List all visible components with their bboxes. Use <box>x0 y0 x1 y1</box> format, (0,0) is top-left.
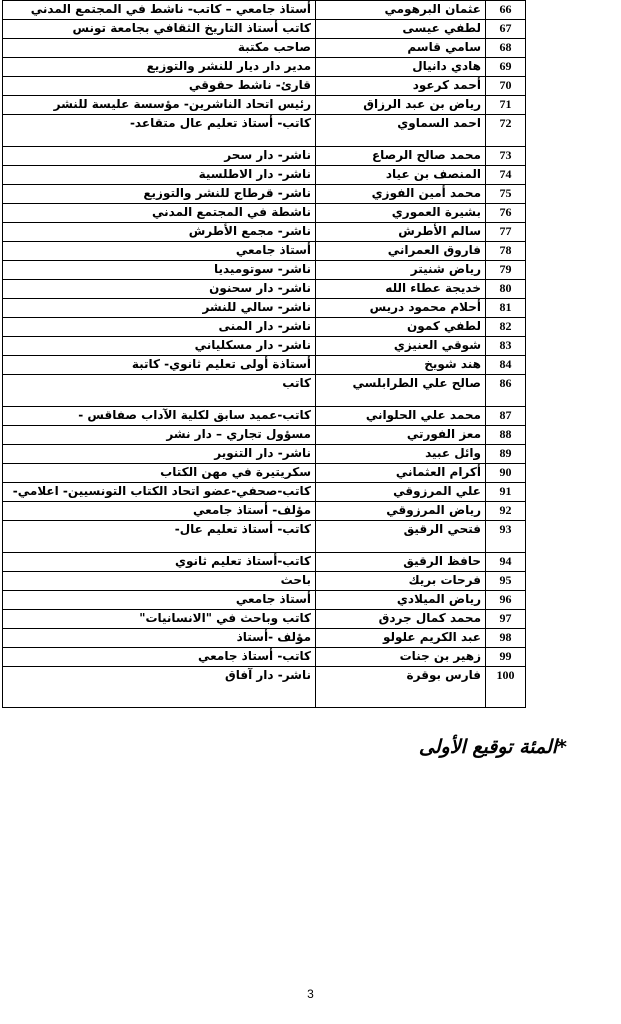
signatory-name: رياض المرزوقي <box>316 502 486 521</box>
table-row <box>3 58 526 77</box>
table-row <box>3 20 526 39</box>
table-row <box>3 299 526 318</box>
table-row <box>3 464 526 483</box>
table-row <box>3 648 526 667</box>
signatory-name: لطفي كمون <box>316 318 486 337</box>
signatory-name: المنصف بن عياد <box>316 166 486 185</box>
row-number: 66 <box>486 1 526 20</box>
row-number: 95 <box>486 572 526 591</box>
signatory-role: كاتب- أستاذ جامعي <box>3 648 316 667</box>
table-row <box>3 572 526 591</box>
row-number: 82 <box>486 318 526 337</box>
row-number: 67 <box>486 20 526 39</box>
signatory-role: ناشر- سوتوميديا <box>3 261 316 280</box>
row-number: 93 <box>486 521 526 553</box>
signatory-role: كاتب- أستاذ تعليم عال- <box>3 521 316 553</box>
signatory-name: محمد علي الحلواني <box>316 407 486 426</box>
signatory-name: عبد الكريم علولو <box>316 629 486 648</box>
row-number: 88 <box>486 426 526 445</box>
row-number: 70 <box>486 77 526 96</box>
row-number: 99 <box>486 648 526 667</box>
signatory-role: أستاذ جامعي <box>3 242 316 261</box>
table-row <box>3 280 526 299</box>
signatory-role: ناشر- دار المنى <box>3 318 316 337</box>
signatory-name: هادي دانيال <box>316 58 486 77</box>
table-row <box>3 166 526 185</box>
signatory-name: سالم الأطرش <box>316 223 486 242</box>
signatory-role: مؤلف -أستاذ <box>3 629 316 648</box>
signatory-name: فتحي الرقيق <box>316 521 486 553</box>
table-row <box>3 553 526 572</box>
signatory-role: أستاذ جامعي <box>3 591 316 610</box>
signatory-name: زهير بن جنات <box>316 648 486 667</box>
signatory-name: حافظ الرقيق <box>316 553 486 572</box>
signatory-role: كاتب-صحفي-عضو اتحاد الكتاب التونسيين- اعلامي- <box>3 483 316 502</box>
table-row <box>3 445 526 464</box>
signatory-role: سكريتيرة في مهن الكتاب <box>3 464 316 483</box>
table-row <box>3 1 526 20</box>
row-number: 72 <box>486 115 526 147</box>
row-number: 69 <box>486 58 526 77</box>
row-number: 86 <box>486 375 526 407</box>
row-number: 68 <box>486 39 526 58</box>
row-number: 76 <box>486 204 526 223</box>
signatory-name: أحمد كرعود <box>316 77 486 96</box>
row-number: 83 <box>486 337 526 356</box>
table-row <box>3 204 526 223</box>
signatory-role: ناشر- دار سحر <box>3 147 316 166</box>
signatory-role: ناشطة في المجتمع المدني <box>3 204 316 223</box>
table-row <box>3 667 526 708</box>
row-number: 96 <box>486 591 526 610</box>
signatory-name: علي المرزوقي <box>316 483 486 502</box>
signatory-role: كاتب وباحث في "الانسانيات" <box>3 610 316 629</box>
signatory-name: فارس بوقرة <box>316 667 486 708</box>
signatory-role: كاتب-عميد سابق لكلية الآداب صفاقس - <box>3 407 316 426</box>
signatory-role: كاتب-أستاذ تعليم ثانوي <box>3 553 316 572</box>
table-row <box>3 502 526 521</box>
table-row <box>3 610 526 629</box>
row-number: 100 <box>486 667 526 708</box>
caption-first-hundred-signatures: *المئة توقيع الأولى <box>418 736 567 758</box>
signatory-role: ناشر- مجمع الأطرش <box>3 223 316 242</box>
signatory-role: قارئ- ناشط حقوقي <box>3 77 316 96</box>
table-row <box>3 521 526 553</box>
table-row <box>3 77 526 96</box>
table-row <box>3 115 526 147</box>
signatory-role: كاتب <box>3 375 316 407</box>
signatories-table-body <box>3 1 526 708</box>
signatory-role: مسؤول تجاري – دار نشر <box>3 426 316 445</box>
table-row <box>3 318 526 337</box>
table-row <box>3 407 526 426</box>
row-number: 90 <box>486 464 526 483</box>
table-row <box>3 483 526 502</box>
signatory-name: بشيرة العموري <box>316 204 486 223</box>
row-number: 91 <box>486 483 526 502</box>
signatory-role: رئيس اتحاد الناشرين- مؤسسة عليسة للنشر <box>3 96 316 115</box>
row-number: 81 <box>486 299 526 318</box>
table-row <box>3 96 526 115</box>
signatory-role: باحث <box>3 572 316 591</box>
row-number: 92 <box>486 502 526 521</box>
signatory-name: فرحات بريك <box>316 572 486 591</box>
row-number: 71 <box>486 96 526 115</box>
row-number: 89 <box>486 445 526 464</box>
signatory-role: مدير دار ديار للنشر والتوزيع <box>3 58 316 77</box>
signatory-name: محمد أمين الفوزي <box>316 185 486 204</box>
signatory-role: مؤلف- أستاذ جامعي <box>3 502 316 521</box>
signatory-role: كاتب أستاذ التاريخ الثقافي بجامعة تونس <box>3 20 316 39</box>
signatory-role: ناشر- قرطاج للنشر والتوزيع <box>3 185 316 204</box>
signatory-name: هند شويخ <box>316 356 486 375</box>
row-number: 97 <box>486 610 526 629</box>
row-number: 98 <box>486 629 526 648</box>
signatory-name: خديجة عطاء الله <box>316 280 486 299</box>
signatory-role: أستاذة أولى تعليم ثانوي- كاتبة <box>3 356 316 375</box>
signatory-name: احمد السماوي <box>316 115 486 147</box>
signatory-role: ناشر- دار سحنون <box>3 280 316 299</box>
table-row <box>3 261 526 280</box>
row-number: 79 <box>486 261 526 280</box>
row-number: 75 <box>486 185 526 204</box>
row-number: 84 <box>486 356 526 375</box>
signatory-name: رياض الميلادي <box>316 591 486 610</box>
row-number: 77 <box>486 223 526 242</box>
table-row <box>3 242 526 261</box>
row-number: 80 <box>486 280 526 299</box>
signatory-name: محمد كمال جردق <box>316 610 486 629</box>
table-row <box>3 185 526 204</box>
signatory-role: أستاذ جامعي – كاتب- ناشط في المجتمع المدني <box>3 1 316 20</box>
table-row <box>3 223 526 242</box>
signatory-name: محمد صالح الرصاع <box>316 147 486 166</box>
signatories-table <box>2 0 526 708</box>
table-row <box>3 147 526 166</box>
row-number: 74 <box>486 166 526 185</box>
signatory-role: ناشر- دار التنوير <box>3 445 316 464</box>
signatory-name: رياض بن عبد الرزاق <box>316 96 486 115</box>
signatory-role: صاحب مكتبة <box>3 39 316 58</box>
signatory-name: معز الفورتي <box>316 426 486 445</box>
table-row <box>3 39 526 58</box>
signatory-name: شوقي العنيزي <box>316 337 486 356</box>
row-number: 73 <box>486 147 526 166</box>
signatory-role: ناشر- دار الاطلسية <box>3 166 316 185</box>
table-row <box>3 375 526 407</box>
signatory-name: رياض شنيتر <box>316 261 486 280</box>
signatory-name: سامي قاسم <box>316 39 486 58</box>
signatory-name: صالح علي الطرابلسي <box>316 375 486 407</box>
signatory-name: وائل عبيد <box>316 445 486 464</box>
table-row <box>3 337 526 356</box>
signatory-role: ناشر- دار مسكلياني <box>3 337 316 356</box>
table-row <box>3 426 526 445</box>
row-number: 78 <box>486 242 526 261</box>
signatory-name: فاروق العمراني <box>316 242 486 261</box>
signatory-name: عثمان البرهومي <box>316 1 486 20</box>
row-number: 87 <box>486 407 526 426</box>
signatory-role: ناشر- سالي للنشر <box>3 299 316 318</box>
page-number: 3 <box>307 987 314 1001</box>
table-row <box>3 591 526 610</box>
signatory-role: ناشر- دار آفاق <box>3 667 316 708</box>
signatory-name: أحلام محمود دريس <box>316 299 486 318</box>
signatory-role: كاتب- أستاذ تعليم عال متقاعد- <box>3 115 316 147</box>
table-row <box>3 356 526 375</box>
signatory-name: لطفي عيسى <box>316 20 486 39</box>
signatory-name: أكرام العثماني <box>316 464 486 483</box>
table-row <box>3 629 526 648</box>
row-number: 94 <box>486 553 526 572</box>
